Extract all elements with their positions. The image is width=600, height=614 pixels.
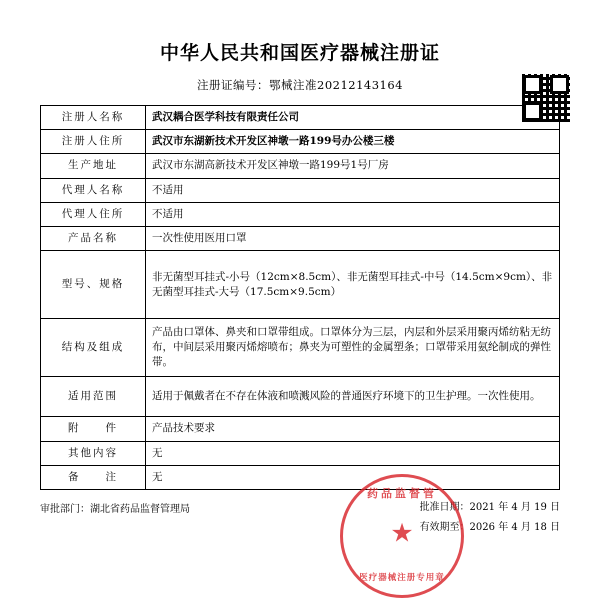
valid-until-date: 有效期至：2026 年 4 月 18 日 bbox=[419, 521, 560, 533]
row-value: 一次性使用医用口罩 bbox=[146, 227, 560, 251]
row-label: 产品名称 bbox=[41, 227, 146, 251]
approval-department: 审批部门：湖北省药品监督管理局 bbox=[40, 503, 190, 515]
official-seal-stamp bbox=[340, 474, 464, 598]
table-row bbox=[41, 441, 560, 465]
row-label: 注册人住所 bbox=[41, 130, 146, 154]
row-label: 结构及组成 bbox=[41, 319, 146, 377]
row-value: 无 bbox=[146, 441, 560, 465]
table-row bbox=[41, 130, 560, 154]
certificate-page bbox=[0, 38, 600, 614]
row-value: 武汉市东湖高新技术开发区神墩一路199号1号厂房 bbox=[146, 154, 560, 178]
certificate-number: 注册证编号：鄂械注准20212143164 bbox=[197, 78, 403, 92]
row-label: 附 件 bbox=[41, 417, 146, 441]
row-label: 代理人住所 bbox=[41, 202, 146, 226]
table-row bbox=[41, 251, 560, 319]
table-row bbox=[41, 377, 560, 417]
qr-corner-bottom-left bbox=[523, 102, 542, 121]
row-value: 产品技术要求 bbox=[146, 417, 560, 441]
row-value: 武汉市东湖新技术开发区神墩一路199号办公楼三楼 bbox=[146, 130, 560, 154]
row-label: 代理人名称 bbox=[41, 178, 146, 202]
row-value: 不适用 bbox=[146, 178, 560, 202]
row-label: 备 注 bbox=[41, 465, 146, 489]
row-value: 不适用 bbox=[146, 202, 560, 226]
table-row bbox=[41, 106, 560, 130]
table-row bbox=[41, 319, 560, 377]
row-label: 注册人名称 bbox=[41, 106, 146, 130]
star-icon: ★ bbox=[390, 518, 414, 549]
table-row bbox=[41, 465, 560, 489]
certificate-footer bbox=[40, 486, 560, 583]
stamp-bottom-text: 医疗器械注册专用章 bbox=[359, 572, 445, 583]
row-label: 型号、规格 bbox=[41, 251, 146, 319]
table-row bbox=[41, 417, 560, 441]
page-title: 中华人民共和国医疗器械注册证 bbox=[159, 42, 440, 64]
row-label: 其他内容 bbox=[41, 441, 146, 465]
table-row bbox=[41, 202, 560, 226]
row-value: 武汉耦合医学科技有限责任公司 bbox=[146, 106, 560, 130]
row-label: 适用范围 bbox=[41, 377, 146, 417]
certificate-table bbox=[40, 105, 560, 490]
row-label: 生产地址 bbox=[41, 154, 146, 178]
table-row bbox=[41, 178, 560, 202]
table-row bbox=[41, 227, 560, 251]
qr-code-icon bbox=[522, 74, 570, 122]
row-value: 无 bbox=[146, 465, 560, 489]
row-value: 非无菌型耳挂式-小号（12cm×8.5cm）、非无菌型耳挂式-中号（14.5cm×9cm）、非无菌型耳挂式-大号（17.5cm×9.5cm） bbox=[146, 251, 560, 319]
table-row bbox=[41, 154, 560, 178]
issue-date: 批准日期：2021 年 4 月 19 日 bbox=[419, 501, 560, 513]
row-value: 产品由口罩体、鼻夹和口罩带组成。口罩体分为三层，内层和外层采用聚丙烯纺粘无纺布，中间层采用聚丙烯熔喷布；鼻夹为可塑性的金属塑条；口罩带采用氨纶制成的弹性带。 bbox=[146, 319, 560, 377]
stamp-top-text: 药品监督管 bbox=[367, 486, 437, 500]
row-value: 适用于佩戴者在不存在体液和喷溅风险的普通医疗环境下的卫生护理。一次性使用。 bbox=[146, 377, 560, 417]
